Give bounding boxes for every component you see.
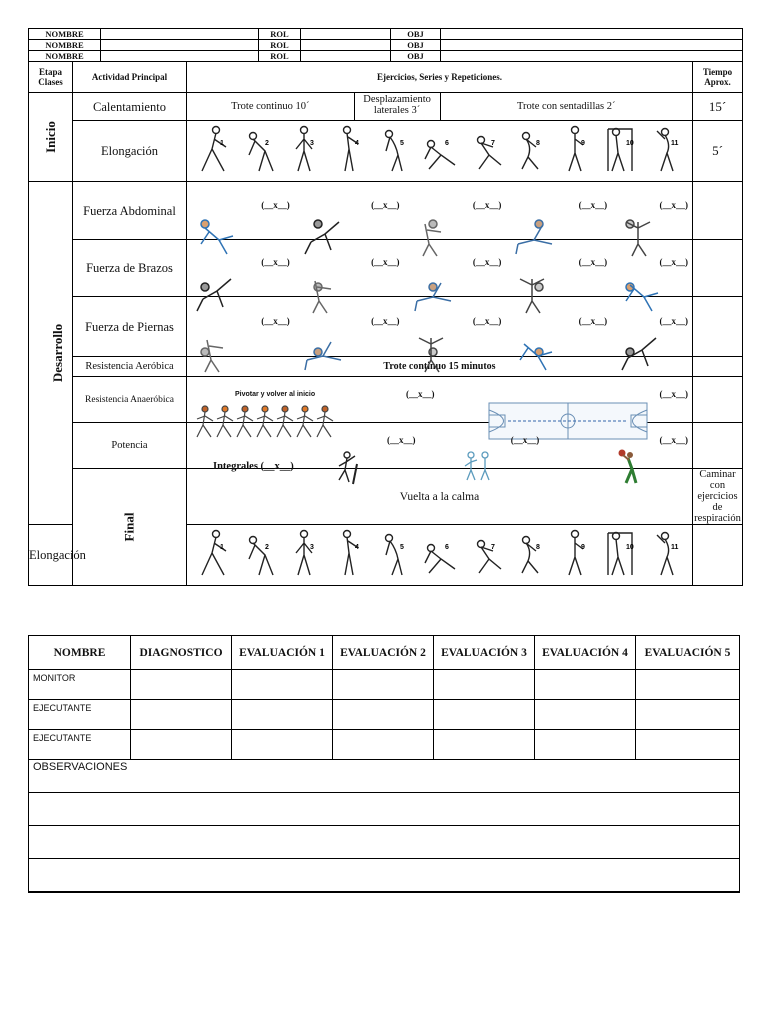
repetition-mark[interactable]: (__x__) bbox=[472, 315, 502, 326]
rol-field[interactable] bbox=[301, 29, 391, 40]
repetition-mark[interactable]: (__x__) bbox=[659, 388, 688, 399]
eval-cell[interactable] bbox=[636, 670, 740, 700]
stretch-figures bbox=[187, 125, 692, 177]
activity-fuerza-piernas: Fuerza de Piernas bbox=[73, 297, 187, 357]
stretch-figure-icon bbox=[286, 125, 322, 177]
rol-label: ROL bbox=[259, 29, 301, 40]
eval-cell[interactable] bbox=[131, 670, 232, 700]
stretch-figure-icon bbox=[376, 125, 412, 177]
rol-label: ROL bbox=[259, 51, 301, 62]
abdominal-exercises bbox=[187, 182, 693, 240]
eval-cell[interactable] bbox=[333, 700, 434, 730]
nombre-field[interactable] bbox=[101, 40, 259, 51]
pivot-caption: Pivotar y volver al inicio bbox=[235, 390, 316, 398]
eval-cell[interactable] bbox=[232, 670, 333, 700]
time-cell[interactable] bbox=[693, 182, 743, 240]
anaerobica-exercises bbox=[187, 377, 693, 423]
exercise-figure-icon bbox=[463, 450, 493, 482]
stretch-figure-icon bbox=[286, 529, 322, 581]
vuelta-text: Caminar con ejercicios de respiración bbox=[694, 469, 741, 524]
ball-throw-figure-icon bbox=[614, 449, 644, 485]
evaluation-row bbox=[29, 700, 740, 730]
student-header-table bbox=[28, 28, 743, 62]
eval-cell[interactable] bbox=[535, 730, 636, 760]
time-cell[interactable] bbox=[693, 297, 743, 357]
eval-header: NOMBRE bbox=[29, 636, 131, 670]
exercise-figure-icon bbox=[618, 330, 664, 374]
eval-cell[interactable] bbox=[535, 670, 636, 700]
repetition-mark[interactable]: (__x__) bbox=[260, 460, 294, 472]
stretch-figure-icon bbox=[241, 125, 277, 177]
stretch-number: 4 bbox=[355, 140, 359, 147]
eval-header: EVALUACIÓN 4 bbox=[535, 636, 636, 670]
exercise-figure-icon bbox=[301, 271, 347, 315]
eval-header: EVALUACIÓN 2 bbox=[333, 636, 434, 670]
eval-header: DIAGNOSTICO bbox=[131, 636, 232, 670]
activity-elongacion-final: Elongación bbox=[29, 525, 73, 586]
eval-cell[interactable] bbox=[636, 700, 740, 730]
stretch-number: 8 bbox=[535, 140, 540, 147]
fuerza-abdominal-row bbox=[29, 182, 743, 240]
time-cell[interactable] bbox=[693, 525, 743, 586]
repetition-mark[interactable]: (__x__) bbox=[578, 315, 608, 326]
exercise-figure-icon bbox=[193, 330, 239, 374]
eval-cell[interactable] bbox=[434, 730, 535, 760]
activity-resistencia-aerobica: Resistencia Aeróbica bbox=[73, 357, 187, 377]
stretch-figure-icon bbox=[467, 529, 503, 581]
eval-cell[interactable] bbox=[434, 700, 535, 730]
rol-field[interactable] bbox=[301, 40, 391, 51]
activity-resistencia-anaerobica: Resistencia Anaeróbica bbox=[73, 377, 187, 423]
stretch-number: 3 bbox=[309, 544, 314, 551]
eval-cell[interactable] bbox=[232, 700, 333, 730]
ejercicios-header: Ejercicios, Series y Repeticiones. bbox=[187, 62, 693, 93]
repetition-mark[interactable]: (__x__) bbox=[406, 388, 435, 399]
actividad-header: Actividad Principal bbox=[73, 62, 187, 93]
exercise-figure-icon bbox=[193, 271, 239, 315]
repetition-mark[interactable]: (__x__) bbox=[659, 257, 688, 267]
obj-field[interactable] bbox=[441, 51, 743, 62]
stretch-figure-icon bbox=[241, 529, 277, 581]
exercise-figure-icon bbox=[512, 330, 558, 374]
time-elongacion: 5´ bbox=[693, 121, 743, 182]
eval-cell[interactable] bbox=[333, 670, 434, 700]
observaciones-field[interactable] bbox=[29, 826, 740, 859]
calentamiento-item: Trote con sentadillas 2´ bbox=[517, 101, 616, 112]
observaciones-row bbox=[29, 760, 740, 793]
stretch-number: 9 bbox=[580, 544, 585, 551]
stretch-figure-icon bbox=[421, 125, 457, 177]
stretch-number: 2 bbox=[264, 140, 269, 147]
stretch-number: 4 bbox=[355, 544, 359, 551]
repetition-mark[interactable]: (__x__) bbox=[510, 434, 540, 445]
header-row bbox=[29, 29, 743, 40]
stretch-figure-icon bbox=[196, 529, 232, 581]
stretch-number: 6 bbox=[445, 544, 450, 551]
exercise-figure-icon bbox=[618, 214, 664, 258]
row-name: MONITOR bbox=[29, 670, 131, 700]
jump-figure-icon bbox=[335, 450, 365, 486]
exercise-figure-icon bbox=[301, 330, 347, 374]
eval-header: EVALUACIÓN 5 bbox=[636, 636, 740, 670]
header-row bbox=[29, 51, 743, 62]
obj-label: OBJ bbox=[391, 51, 441, 62]
exercise-figure-icon bbox=[193, 214, 239, 258]
resistencia-anaerobica-row bbox=[29, 377, 743, 423]
repetition-mark[interactable]: (__x__) bbox=[261, 257, 290, 267]
header-row bbox=[29, 40, 743, 51]
activity-fuerza-abdominal: Fuerza Abdominal bbox=[73, 182, 187, 240]
stretch-figure-icon bbox=[421, 529, 457, 581]
stretch-number: 10 bbox=[626, 140, 634, 147]
calentamiento-item: Trote continuo 10´ bbox=[187, 93, 355, 120]
eval-cell[interactable] bbox=[535, 700, 636, 730]
row-name: EJECUTANTE bbox=[29, 700, 131, 730]
nombre-label: NOMBRE bbox=[29, 40, 101, 51]
repetition-mark[interactable]: (__x__) bbox=[578, 199, 608, 210]
stretch-number: 7 bbox=[490, 544, 495, 551]
stretch-sequence bbox=[187, 121, 693, 182]
repetition-mark[interactable]: (__x__) bbox=[578, 257, 608, 267]
aerobica-text: Trote continuo 15 minutos bbox=[187, 357, 693, 377]
repetition-mark[interactable]: (__x__) bbox=[387, 434, 416, 445]
stage-inicio: Inicio bbox=[29, 93, 73, 182]
observaciones-field[interactable] bbox=[29, 793, 740, 826]
stretch-figure-icon bbox=[512, 125, 548, 177]
stretch-figure-icon bbox=[602, 125, 638, 177]
stretch-number: 7 bbox=[490, 140, 495, 147]
repetition-mark[interactable]: (__x__) bbox=[659, 199, 688, 210]
exercise-figure-icon bbox=[411, 214, 457, 258]
stretch-figure-icon bbox=[557, 125, 593, 177]
stretch-number: 5 bbox=[400, 544, 405, 551]
obj-field[interactable] bbox=[441, 40, 743, 51]
activity-vuelta-calma: Vuelta a la calma bbox=[187, 469, 693, 525]
observaciones-field[interactable] bbox=[29, 859, 740, 892]
eval-cell[interactable] bbox=[131, 730, 232, 760]
observaciones-line bbox=[29, 793, 740, 826]
tiempo-header: Tiempo Aprox. bbox=[693, 62, 743, 93]
stretch-figure-icon bbox=[512, 529, 548, 581]
eval-cell[interactable] bbox=[434, 670, 535, 700]
activity-potencia: Potencia bbox=[73, 423, 187, 469]
stretch-number: 11 bbox=[671, 544, 679, 551]
stretch-number: 2 bbox=[264, 544, 269, 551]
integrales-label: Integrales bbox=[213, 460, 258, 472]
plan-header-row bbox=[29, 62, 743, 93]
calentamiento-items bbox=[187, 93, 693, 121]
stretch-figure-icon bbox=[602, 529, 638, 581]
evaluation-row bbox=[29, 730, 740, 760]
evaluation-row bbox=[29, 670, 740, 700]
exercise-figure-icon bbox=[411, 330, 457, 374]
time-calentamiento: 15´ bbox=[693, 93, 743, 121]
activity-elongacion: Elongación bbox=[73, 121, 187, 182]
stretch-figure-icon bbox=[647, 125, 683, 177]
eval-header: EVALUACIÓN 3 bbox=[434, 636, 535, 670]
exercise-figure-icon bbox=[512, 214, 558, 258]
stretch-sequence bbox=[187, 525, 693, 586]
stage-final: Final bbox=[73, 469, 187, 586]
activity-calentamiento: Calentamiento bbox=[73, 93, 187, 121]
stretch-number: 1 bbox=[219, 140, 224, 147]
stretch-number: 9 bbox=[580, 140, 585, 147]
stage-desarrollo: Desarrollo bbox=[29, 182, 73, 525]
obj-label: OBJ bbox=[391, 40, 441, 51]
stretch-number: 6 bbox=[445, 140, 450, 147]
repetition-mark[interactable]: (__x__) bbox=[472, 199, 502, 210]
stretch-figure-icon bbox=[196, 125, 232, 177]
eval-header: EVALUACIÓN 1 bbox=[232, 636, 333, 670]
runners-illustration bbox=[193, 403, 353, 443]
nombre-label: NOMBRE bbox=[29, 51, 101, 62]
evaluation-header-row bbox=[29, 636, 740, 670]
repetition-mark[interactable]: (__x__) bbox=[261, 315, 290, 326]
obj-field[interactable] bbox=[441, 29, 743, 40]
time-cell[interactable] bbox=[693, 357, 743, 377]
nombre-field[interactable] bbox=[101, 29, 259, 40]
etapa-header: Etapa Clases bbox=[29, 62, 73, 93]
time-cell[interactable] bbox=[693, 423, 743, 469]
observaciones-line bbox=[29, 859, 740, 892]
eval-cell[interactable] bbox=[131, 700, 232, 730]
activity-fuerza-brazos: Fuerza de Brazos bbox=[73, 240, 187, 297]
stretch-figure-icon bbox=[331, 529, 367, 581]
rol-field[interactable] bbox=[301, 51, 391, 62]
calentamiento-item: Desplazamiento laterales 3´ bbox=[355, 93, 441, 120]
stretch-figure-icon bbox=[467, 125, 503, 177]
obj-label: OBJ bbox=[391, 29, 441, 40]
row-name: EJECUTANTE bbox=[29, 730, 131, 760]
stretch-number: 8 bbox=[535, 544, 540, 551]
stretch-figure-icon bbox=[557, 529, 593, 581]
repetition-mark[interactable]: (__x__) bbox=[371, 199, 400, 210]
stretch-figures bbox=[187, 529, 692, 581]
observaciones-line bbox=[29, 826, 740, 859]
stretch-number: 3 bbox=[309, 140, 314, 147]
stretch-figure-icon bbox=[331, 125, 367, 177]
nombre-label: NOMBRE bbox=[29, 29, 101, 40]
stretch-figure-icon bbox=[647, 529, 683, 581]
stretch-number: 10 bbox=[626, 544, 634, 551]
time-cell[interactable] bbox=[693, 377, 743, 423]
exercise-figure-icon bbox=[411, 271, 457, 315]
eval-cell[interactable] bbox=[232, 730, 333, 760]
nombre-field[interactable] bbox=[101, 51, 259, 62]
repetition-mark[interactable]: (__x__) bbox=[261, 199, 290, 210]
eval-cell[interactable] bbox=[333, 730, 434, 760]
rol-label: ROL bbox=[259, 40, 301, 51]
evaluation-table bbox=[28, 635, 740, 893]
stretch-figure-icon bbox=[376, 529, 412, 581]
repetition-mark[interactable]: (__x__) bbox=[659, 434, 688, 445]
calentamiento-row bbox=[29, 93, 743, 121]
stretch-number: 11 bbox=[671, 140, 679, 147]
repetition-mark[interactable]: (__x__) bbox=[472, 257, 502, 267]
exercise-figure-icon bbox=[512, 271, 558, 315]
stretch-number: 5 bbox=[400, 140, 405, 147]
stretch-number: 1 bbox=[219, 544, 224, 551]
repetition-mark[interactable]: (__x__) bbox=[371, 315, 400, 326]
observaciones-label: OBSERVACIONES bbox=[29, 760, 740, 793]
exercise-figure-icon bbox=[301, 214, 347, 258]
exercise-figure-icon bbox=[618, 271, 664, 315]
repetition-mark[interactable]: (__x__) bbox=[659, 315, 688, 326]
elongacion-row bbox=[29, 121, 743, 182]
training-plan-table bbox=[28, 61, 743, 586]
eval-cell[interactable] bbox=[636, 730, 740, 760]
repetition-mark[interactable]: (__x__) bbox=[371, 257, 400, 267]
time-cell[interactable] bbox=[693, 240, 743, 297]
